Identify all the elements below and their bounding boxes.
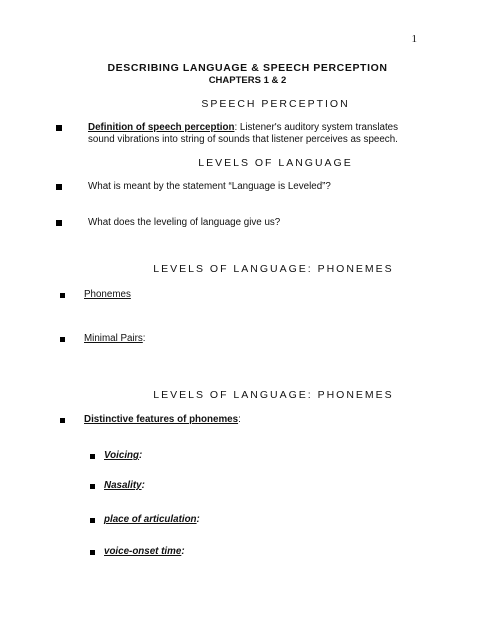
square-bullet-icon: [56, 220, 62, 226]
section-heading-speech-perception: SPEECH PERCEPTION: [201, 98, 350, 110]
square-bullet-icon: [90, 550, 95, 555]
question-bullet-1: [72, 181, 331, 193]
section-heading-phonemes-2: LEVELS OF LANGUAGE: PHONEMES: [153, 389, 394, 401]
minimal-pairs-colon: :: [142, 333, 146, 344]
square-bullet-icon: [56, 184, 62, 190]
phonemes-bullet: [72, 289, 131, 301]
feature-place-text: place of articulation: [104, 514, 197, 525]
page-number: 1: [411, 33, 417, 45]
feature-nasality-text: Nasality: [104, 480, 142, 491]
square-bullet-icon: [60, 293, 65, 298]
feature-voice-onset-time: [98, 546, 185, 558]
document-subtitle: CHAPTERS 1 & 2: [208, 75, 287, 86]
feature-nasality: [98, 480, 145, 492]
distinctive-features-term: Distinctive features of phonemes: [84, 414, 239, 425]
definition-term: Definition of speech perception: [88, 122, 235, 133]
section-heading-phonemes-1: LEVELS OF LANGUAGE: PHONEMES: [153, 263, 394, 275]
square-bullet-icon: [60, 418, 65, 423]
feature-nasality-colon: :: [141, 480, 145, 491]
feature-place-of-articulation: [98, 514, 200, 526]
minimal-pairs-bullet: [72, 333, 146, 345]
square-bullet-icon: [90, 484, 95, 489]
feature-voicing-colon: :: [139, 450, 143, 461]
square-bullet-icon: [90, 454, 95, 459]
question-text-2: What does the leveling of language give us?: [88, 217, 281, 228]
question-bullet-2: [72, 217, 280, 229]
document-title: [0, 62, 495, 74]
question-text-1: What is meant by the statement “Language is Leveled”?: [88, 181, 331, 192]
square-bullet-icon: [90, 518, 95, 523]
definition-text-line2: sound vibrations into string of sounds that listener perceives as speech.: [88, 134, 398, 145]
square-bullet-icon: [56, 125, 62, 131]
feature-voicing: [98, 450, 142, 462]
phonemes-term: Phonemes: [84, 289, 131, 300]
document-title-text: DESCRIBING LANGUAGE & SPEECH PERCEPTION: [107, 62, 388, 74]
distinctive-features-bullet: [72, 414, 241, 426]
feature-voicing-text: Voicing: [104, 450, 140, 461]
definition-bullet: [64, 122, 444, 146]
feature-vot-text: voice-onset time: [104, 546, 182, 557]
definition-text-line1: : Listener's auditory system translates: [234, 122, 399, 133]
section-heading-levels-of-language: LEVELS OF LANGUAGE: [198, 157, 353, 169]
minimal-pairs-term: Minimal Pairs: [84, 333, 143, 344]
square-bullet-icon: [60, 337, 65, 342]
distinctive-features-colon: :: [238, 414, 241, 425]
feature-place-colon: :: [196, 514, 200, 525]
feature-vot-colon: :: [181, 546, 185, 557]
